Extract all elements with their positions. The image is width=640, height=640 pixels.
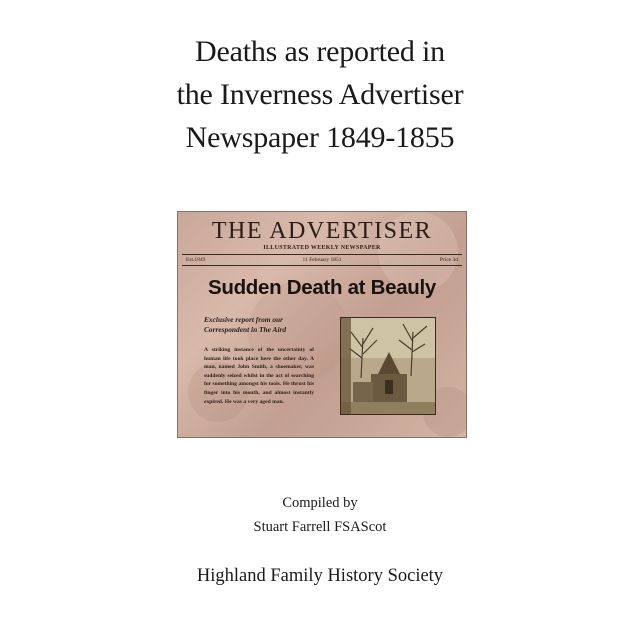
compiler-credit bbox=[0, 491, 640, 539]
article-body: A striking instance of the uncertainty of human life took place here the other day. A man, named John Smith, a shoemaker, was suddenly seized whilst in the act of searching for something amongst his tools. He thrust his finger into his mouth, and almost instantly expired. He was a very aged man. bbox=[204, 347, 314, 405]
established-text: Est.1849 bbox=[186, 257, 206, 263]
rule-bottom bbox=[182, 265, 462, 266]
masthead: THE ADVERTISER bbox=[211, 218, 433, 244]
masthead-subtitle: ILLUSTRATED WEEKLY NEWSPAPER bbox=[263, 245, 381, 251]
book-title bbox=[0, 30, 640, 159]
rule-top bbox=[182, 254, 462, 255]
newspaper-illustration bbox=[177, 211, 467, 438]
article-headline: Sudden Death at Beauly bbox=[207, 276, 437, 299]
title-line-2: the Inverness Advertiser bbox=[176, 78, 464, 111]
price-text: Price 3d bbox=[439, 257, 458, 263]
church-photo bbox=[340, 317, 436, 415]
kicker-line-1: Exclusive report from our bbox=[204, 315, 284, 324]
kicker-line-2: Correspondent in The Aird bbox=[204, 325, 287, 334]
article-kicker bbox=[204, 315, 344, 335]
title-line-1: Deaths as reported in bbox=[195, 35, 445, 68]
compiled-by-label: Compiled by bbox=[282, 495, 358, 511]
title-line-3: Newspaper 1849-1855 bbox=[185, 121, 455, 154]
author-name: Stuart Farrell FSAScot bbox=[253, 519, 387, 535]
publisher-name: Highland Family History Society bbox=[196, 566, 444, 586]
issue-date: 11 February 1851 bbox=[302, 257, 342, 263]
